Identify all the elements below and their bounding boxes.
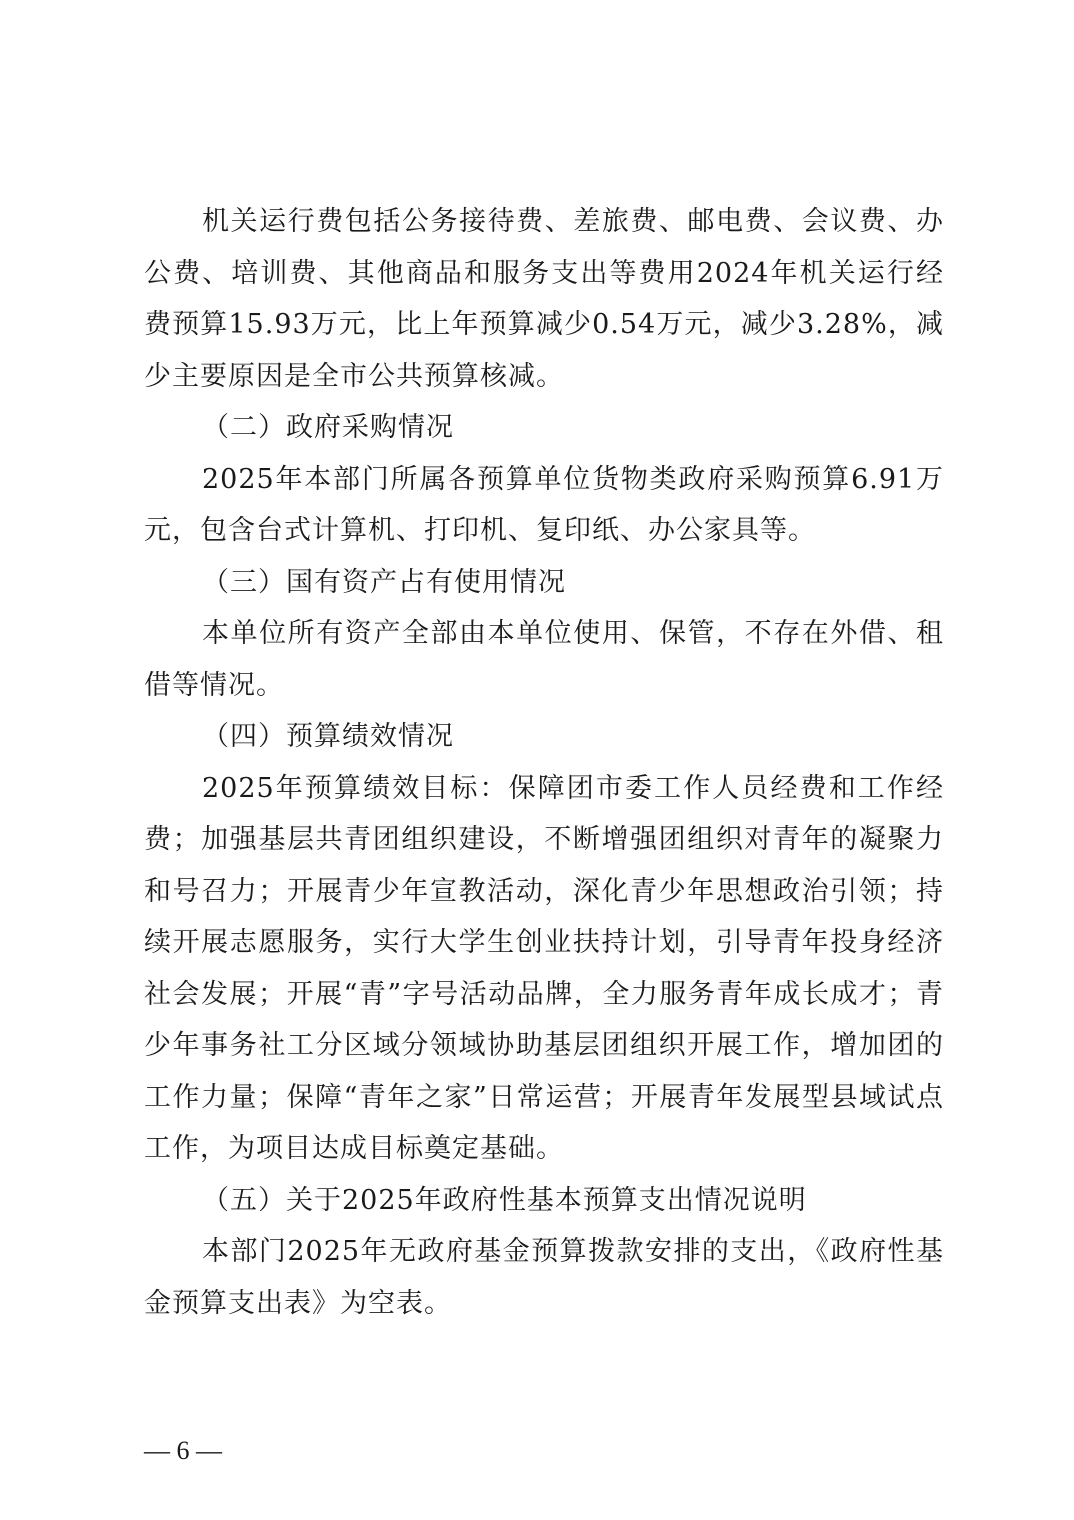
section-heading-state-assets: （三）国有资产占有使用情况 (202, 566, 566, 598)
section-heading-performance: （四）预算绩效情况 (202, 721, 454, 752)
paragraph-procurement: 2025年本部门所属各预算单位货物类政府采购预算6.91万元，包含台式计算机、打印机、复印纸、办公家具等。 (144, 463, 944, 546)
paragraph-state-assets: 本单位所有资产全部由本单位使用、保管，不存在外借、租借等情况。 (144, 618, 944, 701)
paragraph-operating-expenses: 机关运行费包括公务接待费、差旅费、邮电费、会议费、办公费、培训费、其他商品和服务支出等费用2024年机关运行经费预算15.93万元，比上年预算减少0.54万元，减少3.28%，减少主要原因是全市公共预算核减。 (144, 206, 944, 392)
section-heading-procurement: （二）政府采购情况 (202, 412, 454, 443)
page-number: — 6 — (144, 1436, 222, 1465)
section-heading-fund-budget: （五）关于2025年政府性基本预算支出情况说明 (202, 1184, 807, 1216)
paragraph-performance: 2025年预算绩效目标：保障团市委工作人员经费和工作经费；加强基层共青团组织建设，不断增强团组织对青年的凝聚力和号召力；开展青少年宣教活动，深化青少年思想政治引领；持续开展志愿服务，实行大学生创业扶持计划，引导青年投身经济社会发展；开展“青”字号活动品牌，全力服务青年成长成才；青少年事务社工分区域分领域协助基层团组织开展工作，增加团的工作力量；保障“青年之家”日常运营；开展青年发展型县域试点工作，为项目达成目标奠定基础。 (144, 772, 944, 1164)
paragraph-fund-budget: 本部门2025年无政府基金预算拨款安排的支出，《政府性基金预算支出表》为空表。 (144, 1236, 944, 1319)
document-body (144, 196, 944, 1329)
